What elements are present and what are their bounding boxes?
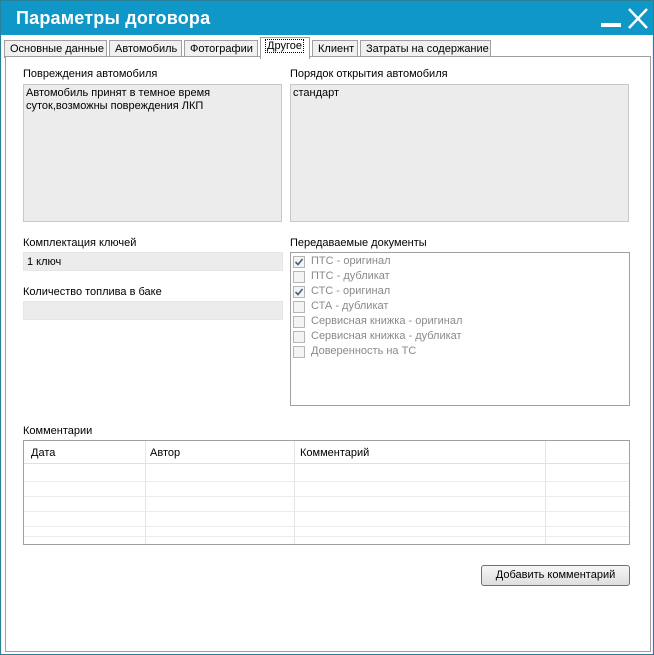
column-divider (294, 441, 295, 544)
row-divider (24, 526, 629, 527)
tab-strip (4, 37, 652, 58)
checkbox[interactable] (293, 346, 305, 358)
checkbox[interactable] (293, 271, 305, 283)
documents-checklist (290, 252, 630, 406)
tab-label: Другое (267, 40, 302, 52)
column-divider (545, 441, 546, 544)
tab-other[interactable] (260, 37, 310, 59)
col-header-date[interactable]: Дата (31, 447, 56, 459)
checkbox[interactable] (293, 286, 305, 298)
comments-grid[interactable] (23, 440, 630, 545)
comments-label: Комментарии (23, 425, 93, 437)
row-divider (24, 496, 629, 497)
window-title: Параметры договора (16, 8, 211, 28)
keys-label: Комплектация ключей (23, 237, 137, 249)
title-bar (1, 1, 653, 35)
tab-label: Затраты на содержание (366, 43, 489, 55)
fuel-label: Количество топлива в баке (23, 286, 162, 298)
checkmark-icon (294, 287, 304, 297)
row-divider (24, 511, 629, 512)
close-icon (627, 8, 649, 29)
row-divider (24, 481, 629, 482)
checkbox[interactable] (293, 301, 305, 313)
tab-label: Автомобиль (115, 43, 178, 55)
col-header-author[interactable]: Автор (150, 447, 181, 459)
documents-label: Передаваемые документы (290, 237, 427, 249)
window-content (2, 35, 652, 654)
tab-panel-other (5, 56, 651, 652)
tab-label: Основные данные (10, 43, 104, 55)
keys-field[interactable]: 1 ключ (23, 252, 283, 271)
column-divider (145, 441, 146, 544)
add-comment-button[interactable]: Добавить комментарий (481, 565, 630, 586)
minimize-icon (600, 8, 622, 29)
close-button[interactable] (627, 8, 649, 29)
opening-label: Порядок открытия автомобиля (290, 68, 448, 80)
doc-label: Сервисная книжка - оригинал (311, 315, 463, 327)
tab-label: Фотографии (190, 43, 253, 55)
checkbox[interactable] (293, 316, 305, 328)
doc-label: Доверенность на ТС (311, 345, 417, 357)
fuel-field[interactable] (23, 301, 283, 320)
row-divider (24, 536, 629, 537)
damage-textarea[interactable]: Автомобиль принят в темное время суток,возможны повреждения ЛКП (23, 84, 282, 222)
grid-header (24, 441, 629, 464)
doc-label: ПТС - дубликат (311, 270, 390, 282)
col-header-comment[interactable]: Комментарий (300, 447, 370, 459)
doc-label: СТС - оригинал (311, 285, 391, 297)
damage-label: Повреждения автомобиля (23, 68, 158, 80)
doc-label: СТА - дубликат (311, 300, 389, 312)
doc-label: Сервисная книжка - дубликат (311, 330, 462, 342)
checkmark-icon (294, 257, 304, 267)
checkbox[interactable] (293, 256, 305, 268)
tab-label: Клиент (318, 43, 355, 55)
opening-textarea[interactable]: стандарт (290, 84, 629, 222)
checkbox[interactable] (293, 331, 305, 343)
minimize-button[interactable] (600, 8, 622, 29)
doc-label: ПТС - оригинал (311, 255, 391, 267)
